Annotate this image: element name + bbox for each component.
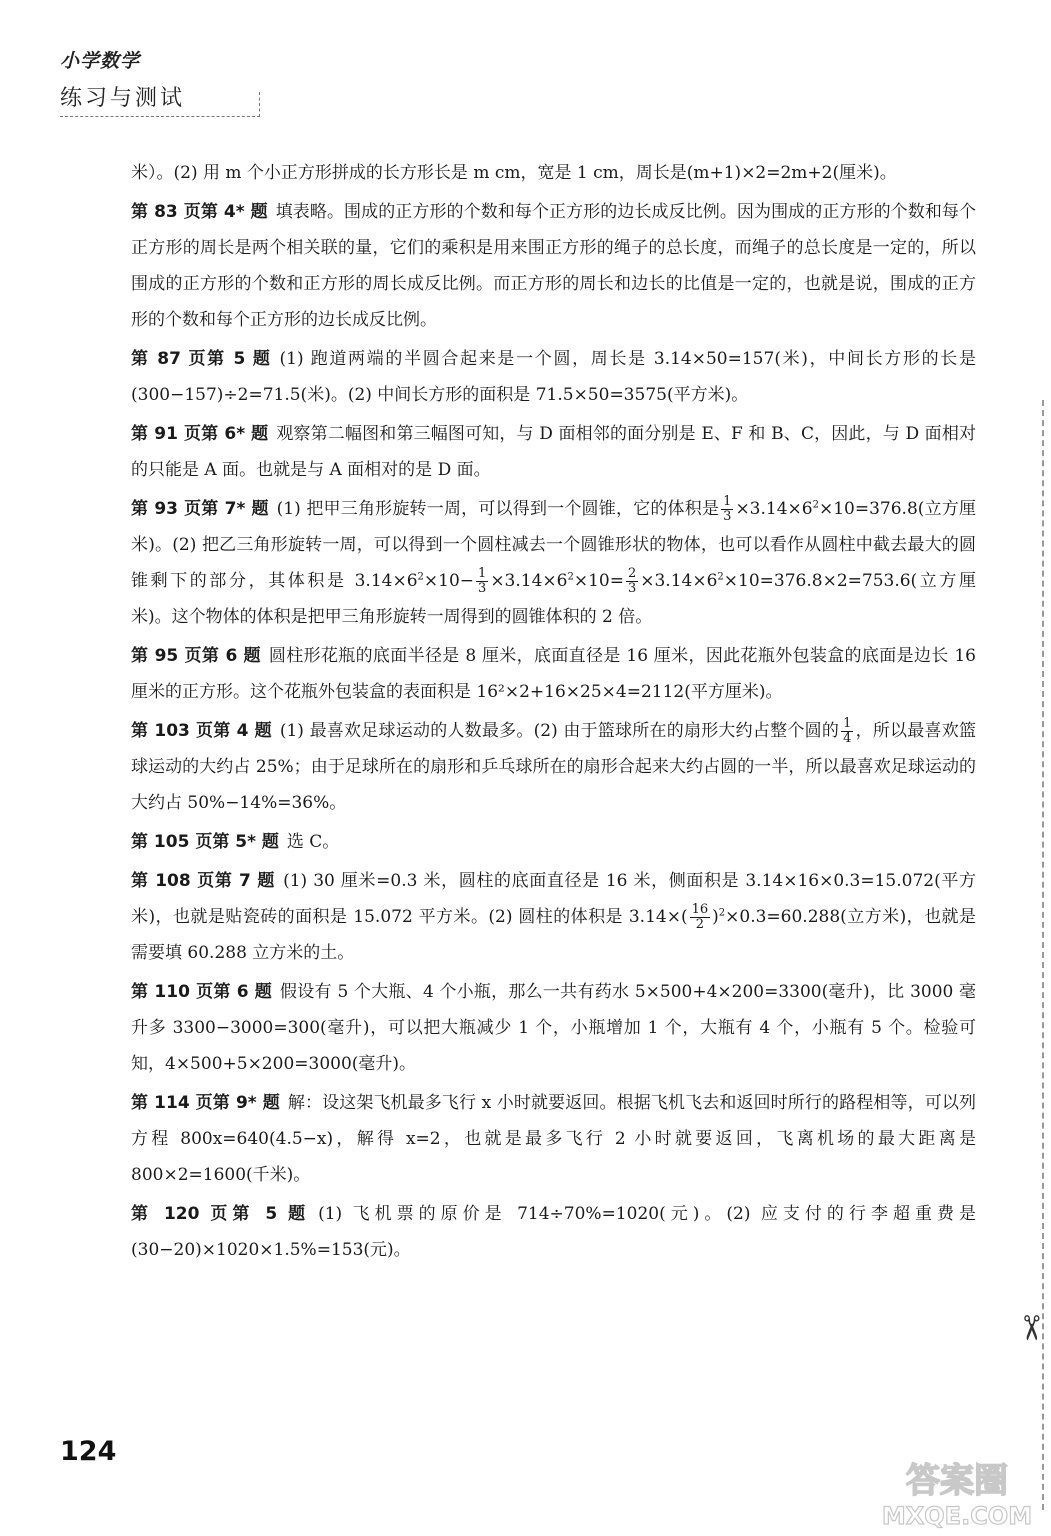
paragraph bbox=[131, 491, 976, 635]
fraction bbox=[841, 717, 853, 746]
fraction-denominator: 3 bbox=[627, 581, 637, 596]
exponent: 2 bbox=[717, 571, 724, 583]
title-vertical-rule bbox=[259, 92, 260, 117]
fraction-denominator: 2 bbox=[695, 917, 704, 932]
fraction-denominator: 4 bbox=[843, 731, 852, 746]
answer-content bbox=[131, 155, 976, 1268]
paragraph bbox=[131, 713, 976, 821]
question-label: 第 93 页第 7* 题 bbox=[131, 499, 269, 519]
paragraph bbox=[131, 638, 976, 710]
question-label: 第 114 页第 9* 题 bbox=[131, 1093, 280, 1113]
fraction-numerator: 1 bbox=[843, 716, 852, 731]
paragraph-text: ×10− bbox=[423, 571, 475, 591]
paragraph bbox=[131, 863, 976, 971]
cut-line bbox=[1042, 400, 1044, 1510]
question-label: 第 108 页第 7 题 bbox=[131, 871, 276, 891]
paragraph bbox=[131, 824, 976, 860]
paragraph-text: ×3.14×6 bbox=[490, 571, 568, 591]
scissors-icon: ✂ bbox=[1010, 1313, 1051, 1343]
paragraph-text: 米）。(2) 用 m 个小正方形拼成的长方形长是 m cm，宽是 1 cm，周长是(m+1)×2=2m+2(厘米)。 bbox=[131, 163, 897, 183]
paragraph-text: ×0.3=60.288(立方米)，也就是需要填 60.288 立方米的土。 bbox=[131, 907, 976, 963]
paragraph-text: 观察第二幅图和第三幅图可知，与 D 面相邻的面分别是 E、F 和 B、C，因此，与 D 面相对的只能是 A 面。也就是与 A 面相对的是 D 面。 bbox=[131, 424, 976, 480]
book-title: 练习与测试 bbox=[60, 86, 186, 111]
paragraph bbox=[131, 194, 976, 338]
paragraph-text: ，所以最喜欢篮球运动的大约占 25%；由于足球所在的扇形和乒乓球所在的扇形合起来大约占圆的一半，所以最喜欢足球运动的大约占 50%−14%=36%。 bbox=[131, 721, 976, 813]
fraction bbox=[690, 903, 711, 932]
fraction-numerator: 16 bbox=[691, 902, 709, 917]
page-number: 124 bbox=[60, 1436, 117, 1467]
question-label: 第 120 页第 5 题 bbox=[131, 1204, 311, 1224]
paragraph-text: (1) 最喜欢足球运动的人数最多。(2) 由于篮球所在的扇形大约占整个圆的 bbox=[279, 721, 840, 741]
watermark-logo bbox=[872, 1452, 1042, 1532]
paragraph-text: ×10=376.8(立方厘米)。(2) 把乙三角形旋转一周，可以得到一个圆柱减去一个圆锥形状的物体，也可以看作从圆柱中截去最大的圆锥剩下的部分，其体积是 3.14×6 bbox=[131, 499, 976, 591]
fraction-denominator: 3 bbox=[478, 581, 487, 596]
paragraph-text: ×10= bbox=[573, 571, 624, 591]
paragraph-text: ) bbox=[712, 907, 719, 927]
fraction-numerator: 1 bbox=[478, 566, 487, 581]
paragraph bbox=[131, 416, 976, 488]
paragraph-text: (1) 跑道两端的半圆合起来是一个圆，周长是 3.14×50=157(米)，中间长方形的长是(300−157)÷2=71.5(米)。(2) 中间长方形的面积是 71.5×50=3575(平方米)。 bbox=[131, 349, 976, 405]
title-rule bbox=[60, 116, 260, 117]
question-label: 第 91 页第 6* 题 bbox=[131, 424, 269, 444]
fraction-denominator: 3 bbox=[723, 509, 732, 524]
question-label: 第 103 页第 4 题 bbox=[131, 721, 272, 741]
paragraph-text: (1) 30 厘米=0.3 米，圆柱的底面直径是 16 米，侧面积是 3.14×16×0.3=15.072(平方米)，也就是贴瓷砖的面积是 15.072 平方米。(2) 圆柱的体积是 3.14×( bbox=[131, 871, 976, 927]
paragraph bbox=[131, 341, 976, 413]
series-title: 小学数学 bbox=[60, 50, 141, 72]
paragraph-text: (1) 把甲三角形旋转一周，可以得到一个圆锥，它的体积是 bbox=[276, 499, 720, 519]
paragraph-text: (1) 飞机票的原价是 714÷70%=1020(元)。(2) 应支付的行李超重费是(30−20)×1020×1.5%=153(元)。 bbox=[131, 1204, 976, 1260]
question-label: 第 95 页第 6 题 bbox=[131, 646, 261, 666]
fraction bbox=[721, 495, 733, 524]
page-header bbox=[60, 46, 185, 112]
paragraph-text: 圆柱形花瓶的底面半径是 8 厘米，底面直径是 16 厘米，因此花瓶外包装盒的底面是边长 16 厘米的正方形。这个花瓶外包装盒的表面积是 16²×2+16×25×4=2112(平方厘米)。 bbox=[131, 646, 976, 702]
question-label: 第 87 页第 5 题 bbox=[131, 349, 272, 369]
exponent: 2 bbox=[417, 571, 424, 583]
fraction-numerator: 1 bbox=[723, 494, 732, 509]
exponent: 2 bbox=[718, 907, 726, 919]
paragraph-text: 选 C。 bbox=[286, 832, 340, 852]
paragraph-text: 解：设这架飞机最多飞行 x 小时就要返回。根据飞机飞去和返回时所行的路程相等，可以列方程 800x=640(4.5−x)，解得 x=2，也就是最多飞行 2 小时就要返回，飞离机场的最大距离是 800×2=1600(千米)。 bbox=[131, 1093, 976, 1185]
paragraph-text: ×3.14×6 bbox=[735, 499, 813, 519]
question-label: 第 83 页第 4* 题 bbox=[131, 202, 268, 222]
paragraph bbox=[131, 974, 976, 1082]
question-label: 第 110 页第 6 题 bbox=[131, 982, 273, 1002]
fraction bbox=[626, 567, 638, 596]
paragraph bbox=[131, 1196, 976, 1268]
exponent: 2 bbox=[812, 499, 819, 511]
exponent: 2 bbox=[567, 571, 574, 583]
paragraph-text: ×10=376.8×2=753.6(立方厘米)。这个物体的体积是把甲三角形旋转一周得到的圆锥体积的 2 倍。 bbox=[131, 571, 976, 627]
paragraph bbox=[131, 155, 976, 191]
paragraph-text: 假设有 5 个大瓶、4 个小瓶，那么一共有药水 5×500+4×200=3300(毫升)，比 3000 毫升多 3300−3000=300(毫升)，可以把大瓶减少 1 个，小瓶增加 1 个，大瓶有 4 个，小瓶有 5 个。检验可知，4×500+5×200=3000(毫升)。 bbox=[131, 982, 976, 1074]
paragraph-text: 填表略。围成的正方形的个数和每个正方形的边长成反比例。因为围成的正方形的个数和每个正方形的周长是两个相关联的量，它们的乘积是用来围正方形的绳子的总长度，而绳子的总长度是一定的，所以围成的正方形的个数和正方形的周长成反比例。而正方形的周长和边长的比值是一定的，也就是说，围成的正方形的个数和每个正方形的边长成反比例。 bbox=[131, 202, 976, 330]
watermark-domain: MXQE.COM bbox=[881, 1502, 1033, 1530]
fraction-numerator: 2 bbox=[627, 566, 637, 581]
fraction bbox=[476, 567, 488, 596]
watermark-text: 答案圈 bbox=[906, 1461, 1008, 1501]
paragraph-text: ×3.14×6 bbox=[640, 571, 718, 591]
paragraph bbox=[131, 1085, 976, 1193]
question-label: 第 105 页第 5* 题 bbox=[131, 832, 279, 852]
